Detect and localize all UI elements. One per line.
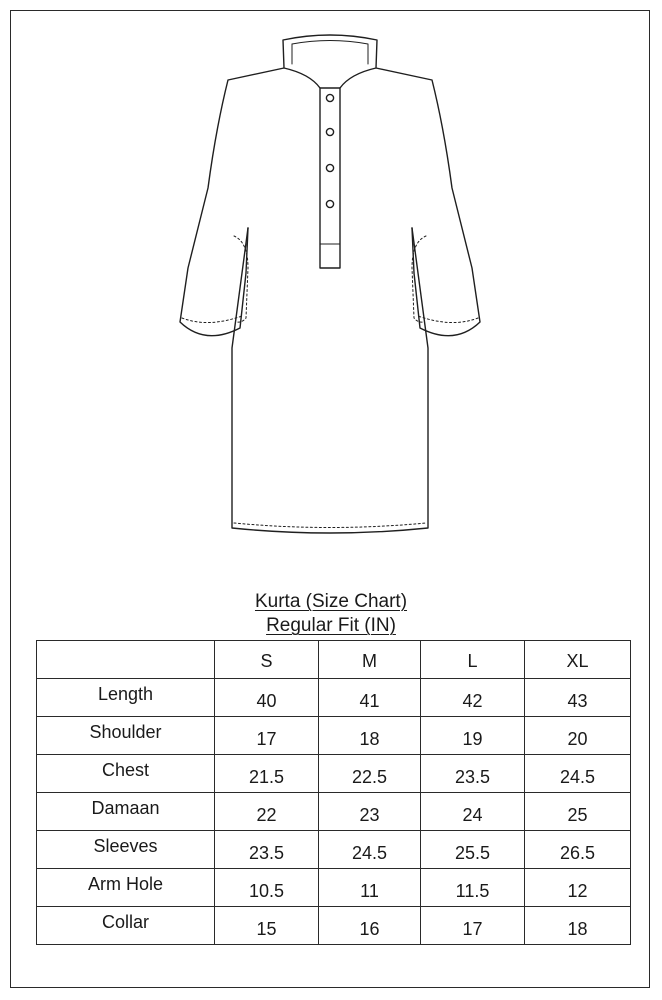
measurement-label: Chest (37, 755, 215, 793)
table-row (37, 755, 631, 793)
kurta-outline-icon (150, 28, 510, 548)
measurement-value: 10.5 (215, 869, 319, 907)
measurement-value: 25 (525, 793, 631, 831)
size-chart-subtitle: Regular Fit (IN) (266, 615, 396, 636)
measurement-label: Arm Hole (37, 869, 215, 907)
measurement-value: 24 (421, 793, 525, 831)
measurement-value: 12 (525, 869, 631, 907)
table-row (37, 679, 631, 717)
measurement-value: 19 (421, 717, 525, 755)
size-chart-title: Kurta (Size Chart) (254, 591, 408, 612)
measurement-value: 25.5 (421, 831, 525, 869)
corner-cell (37, 641, 215, 679)
measurement-value: 23 (319, 793, 421, 831)
measurement-value: 18 (319, 717, 421, 755)
measurement-value: 42 (421, 679, 525, 717)
size-header: XL (525, 641, 631, 679)
measurement-value: 21.5 (215, 755, 319, 793)
measurement-value: 24.5 (525, 755, 631, 793)
measurement-value: 41 (319, 679, 421, 717)
measurement-value: 17 (215, 717, 319, 755)
measurement-value: 40 (215, 679, 319, 717)
measurement-label: Sleeves (37, 831, 215, 869)
table-header-row (37, 641, 631, 679)
measurement-value: 23.5 (421, 755, 525, 793)
measurement-value: 22 (215, 793, 319, 831)
measurement-value: 26.5 (525, 831, 631, 869)
size-header: S (215, 641, 319, 679)
table-row (37, 717, 631, 755)
table-row (37, 793, 631, 831)
table-row (37, 869, 631, 907)
measurement-label: Length (37, 679, 215, 717)
measurement-value: 18 (525, 907, 631, 945)
size-header: L (421, 641, 525, 679)
measurement-value: 43 (525, 679, 631, 717)
measurement-value: 16 (319, 907, 421, 945)
measurement-value: 24.5 (319, 831, 421, 869)
measurement-value: 17 (421, 907, 525, 945)
measurement-value: 23.5 (215, 831, 319, 869)
measurement-value: 15 (215, 907, 319, 945)
table-row (37, 831, 631, 869)
measurement-value: 20 (525, 717, 631, 755)
measurement-value: 22.5 (319, 755, 421, 793)
measurement-label: Shoulder (37, 717, 215, 755)
table-row (37, 907, 631, 945)
measurement-label: Collar (37, 907, 215, 945)
size-chart-table (36, 640, 631, 945)
measurement-value: 11.5 (421, 869, 525, 907)
measurement-label: Damaan (37, 793, 215, 831)
size-header: M (319, 641, 421, 679)
measurement-value: 11 (319, 869, 421, 907)
